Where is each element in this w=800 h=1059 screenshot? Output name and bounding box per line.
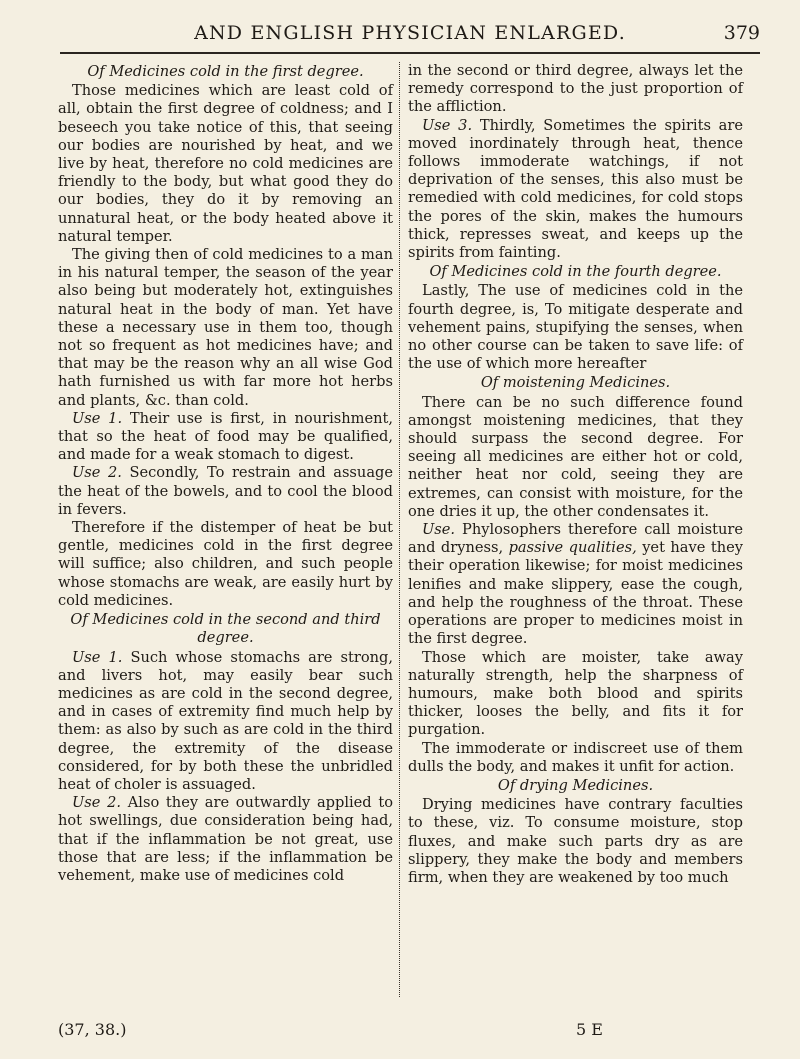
paragraph — [58, 794, 393, 885]
signature-letter: 5 E — [576, 1020, 603, 1039]
paragraph: Those which are moister, take away naturally strength, help the sharpness of humours, make both blood and spirits thicker, looses the belly, and fits it for purgation. — [408, 648, 743, 739]
right-column — [408, 62, 743, 887]
running-header — [60, 18, 760, 54]
paragraph: The immoderate or indiscreet use of them dulls the body, and makes it unfit for action. — [408, 739, 743, 775]
running-title: AND ENGLISH PHYSICIAN ENLARGED. — [194, 22, 626, 44]
paragraph: There can be no such difference found amongst moistening medicines, that they should surpass the second degree. For seeing all medicines are either hot or cold, neither heat nor cold, seeing they are extremes, can consist with moisture, for the one dries it up, the other condensates it. — [408, 393, 743, 520]
signature-mark: (37, 38.) — [58, 1020, 127, 1039]
paragraph: Lastly, The use of medicines cold in the fourth degree, is, To mitigate desperate and vehement pains, stupifying the senses, when no other course can be taken to save life: of the use of which more hereafter — [408, 282, 743, 373]
section-heading: Of Medicines cold in the second and third degree. — [70, 611, 381, 647]
paragraph: Drying medicines have contrary faculties to these, viz. To consume moisture, stop fluxes, and make such parts dry as are slippery, they make the body and members firm, when they are weakened by too much — [408, 796, 743, 886]
emphasis-text: passive qualities, — [508, 539, 637, 557]
page-number: 379 — [723, 22, 760, 44]
use-label: Use 2. — [72, 464, 122, 482]
paragraph: Those medicines which are least cold of all, obtain the first degree of coldness; and I beseech you take notice of this, that seeing our bodies are nourished by heat, and we live by heat, therefore no cold medicines are friendly to the body, but what good they do our bodies, they do it by removing an unnatural heat, or the body heated above it natural temper. — [58, 82, 393, 245]
paragraph — [58, 464, 393, 519]
paragraph-text: Also they are outwardly applied to hot swellings, due consideration being had, that if the inflammation be not great, use those that are less; if the inflammation be vehement, make use of medicines cold — [58, 794, 393, 884]
paragraph-text: Their use is first, in nourishment, that so the heat of food may be qualified, and made for a weak stomach to digest. — [58, 409, 393, 464]
paragraph — [408, 117, 743, 263]
section-heading: Of Medicines cold in the fourth degree. — [429, 263, 722, 281]
paragraph-text: Secondly, To restrain and assuage the heat of the bowels, and to cool the blood in fevers. — [58, 464, 393, 518]
paragraph: in the second or third degree, always let the remedy correspond to the just proportion of the affliction. — [408, 62, 743, 116]
paragraph-text: Phylosophers therefore call moisture and dryness, — [408, 521, 744, 557]
paragraph — [58, 410, 393, 465]
use-label: Use 1. — [72, 648, 123, 666]
paragraph-text: Such whose stomachs are strong, and livers hot, may easily bear such medicines as are cold in the second degree, and in cases of extremity find much help by them: as also by such as are cold in the third degree, the extremity of the disease considered, for by both these the unbridled heat of choler is assuaged. — [58, 648, 393, 793]
column-divider — [399, 62, 400, 997]
paragraph-text: yet have they their operation likewise; for moist medicines lenifies and make slippery, ease the cough, and help the roughness of the throat. These operations are proper to medicines moist in the first degree. — [408, 539, 743, 648]
section-heading: Of moistening Medicines. — [480, 374, 671, 392]
paragraph-text: Thirdly, Sometimes the spirits are moved inordinately through heat, thence follows immoderate watchings, if not deprivation of the senses, this also must be remedied with cold medicines, for cold stops the pores of the skin, makes the humours thick, represses sweat, and keeps up the spirits from fainting. — [408, 116, 743, 262]
section-heading: Of Medicines cold in the first degree. — [87, 63, 364, 80]
section-heading: Of drying Medicines. — [497, 776, 654, 794]
use-label: Use 1. — [72, 409, 123, 427]
paragraph — [408, 521, 743, 648]
use-label: Use. — [422, 521, 456, 539]
use-label: Use 2. — [72, 794, 122, 812]
use-label: Use 3. — [422, 116, 473, 134]
paragraph: The giving then of cold medicines to a man in his natural temper, the season of the year also being but moderately hot, extinguishes natural heat in the body of man. Yet have these a necessary use in them too, though not so frequent as hot medicines have; and that may be the reason why an all wise God hath furnished us with far more hot herbs and plants, &c. than cold. — [58, 246, 393, 409]
paragraph: Therefore if the distemper of heat be but gentle, medicines cold in the first degree will suffice; also children, and such people whose stomachs are weak, are easily hurt by cold medicines. — [58, 519, 393, 609]
left-column — [58, 62, 393, 885]
paragraph — [58, 649, 393, 795]
